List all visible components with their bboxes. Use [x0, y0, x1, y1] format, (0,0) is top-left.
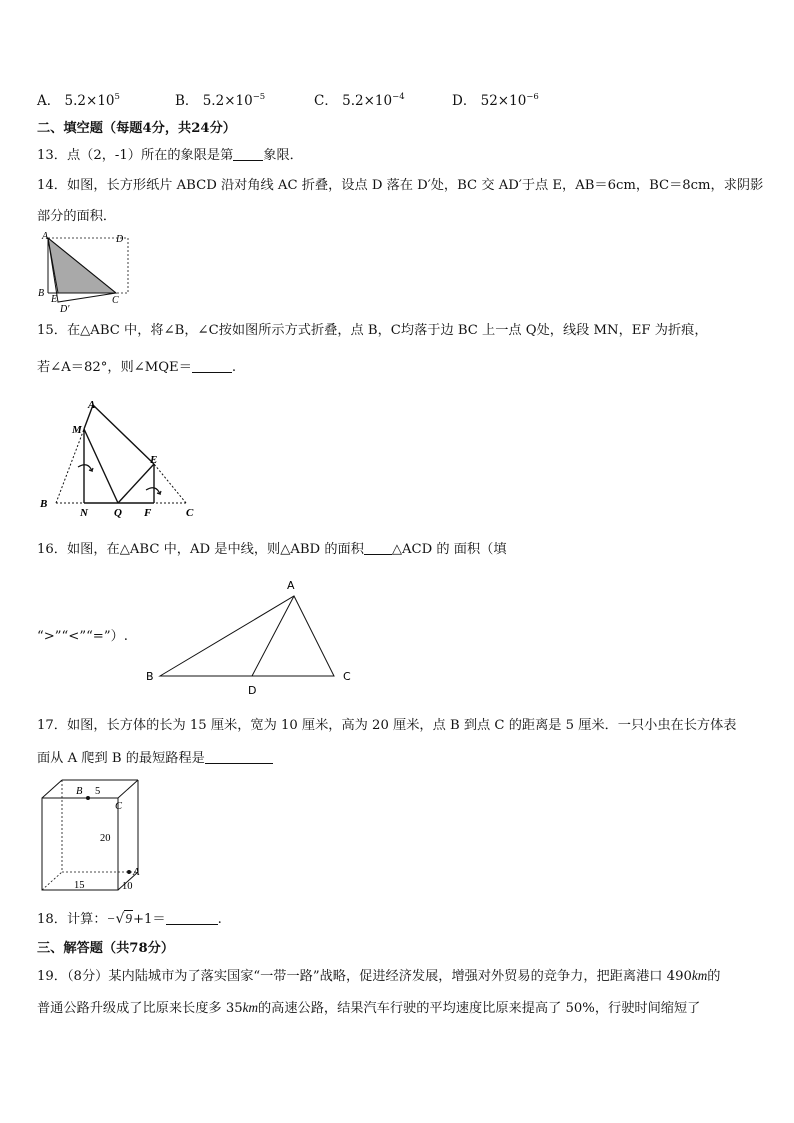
question-text: 的 — [707, 969, 721, 984]
label-10: 10 — [122, 881, 133, 892]
option-a — [37, 89, 120, 109]
question-18 — [37, 910, 222, 929]
question-19-line1 — [37, 967, 720, 986]
label-b: B — [76, 786, 83, 797]
answer-blank[interactable] — [233, 146, 263, 161]
option-value: 52×10 — [480, 93, 527, 109]
side-ae — [93, 405, 154, 464]
option-value: 5.2×10 — [342, 93, 393, 109]
option-b — [175, 89, 265, 109]
label-15: 15 — [74, 880, 85, 891]
label-b: B — [40, 498, 48, 510]
question-text: 象限． — [263, 148, 303, 163]
question-text: 16．如图，在△ABC 中，AD 是中线，则△ABD 的面积 — [37, 542, 364, 557]
point-a — [127, 870, 131, 874]
question-17-line2 — [37, 749, 273, 768]
label-b: B — [146, 670, 154, 683]
edge-top-right — [118, 780, 138, 798]
question-text: 若∠A＝82°，则∠MQE＝ — [37, 360, 192, 375]
question-19-line2 — [37, 999, 700, 1018]
answer-blank[interactable] — [192, 358, 232, 373]
q16-triangle-figure — [140, 576, 365, 696]
unit-km: km — [242, 1000, 258, 1015]
segment-eq — [118, 464, 154, 503]
question-16-line2: “>”“<”“=”）. — [37, 629, 128, 644]
option-d — [452, 89, 539, 109]
option-value: 5.2×10 — [202, 93, 253, 109]
question-text: 18．计算： — [37, 912, 107, 927]
sqrt-icon: √ — [115, 911, 125, 927]
question-text: . — [231, 360, 237, 375]
answer-blank[interactable] — [364, 540, 392, 555]
label-5: 5 — [95, 786, 101, 797]
front-face — [42, 798, 118, 890]
label-d: D — [248, 684, 257, 697]
label-a: A — [42, 231, 49, 242]
edge-top-left — [42, 780, 62, 798]
question-text: 13．点（2，-1）所在的象限是第 — [37, 148, 234, 163]
label-b: B — [38, 288, 45, 299]
question-text: △ACD 的 面积（填 — [391, 542, 507, 557]
hidden-edge-depth — [42, 872, 62, 890]
label-a: A — [133, 867, 140, 878]
q17-cuboid-figure — [36, 776, 148, 896]
label-m: M — [72, 424, 82, 436]
question-text: 19．（8分）某内陆城市为了落实国家“一带一路”战略，促进经济发展，增强对外贸易的竞争力，把距离港口 490 — [37, 969, 692, 984]
label-c: C — [186, 507, 194, 519]
math-text: +1＝ — [132, 912, 166, 927]
option-exponent: 5 — [114, 92, 120, 102]
q14-rectangle-figure — [36, 230, 136, 315]
option-letter: A． — [37, 93, 61, 109]
answer-blank[interactable] — [166, 910, 218, 925]
folded-side-c — [154, 464, 186, 503]
label-20: 20 — [100, 833, 111, 844]
question-16-line1 — [37, 540, 507, 559]
option-c — [314, 89, 405, 109]
fold-arrow-left-icon — [78, 465, 93, 471]
label-n: N — [80, 507, 88, 519]
option-letter: C． — [314, 93, 338, 109]
question-text: 普通公路升级成了比原来长度多 35 — [37, 1001, 243, 1016]
unit-km: km — [691, 968, 708, 983]
option-letter: D． — [452, 93, 477, 109]
point-b — [86, 796, 90, 800]
answer-blank[interactable] — [205, 749, 273, 764]
option-exponent: −5 — [252, 92, 266, 102]
label-a: A — [287, 579, 295, 592]
question-14-line1: 14．如图，长方形纸片 ABCD 沿对角线 AC 折叠，设点 D 落在 D′处，BC 交 AD′于点 E，AB＝6cm，BC＝8cm，求阴影 — [37, 178, 764, 193]
option-exponent: −4 — [392, 92, 405, 102]
q15-folding-figure — [36, 395, 206, 520]
label-d: D — [116, 234, 124, 245]
label-f: F — [144, 507, 152, 519]
option-value: 5.2×10 — [64, 93, 115, 109]
label-e: E — [51, 294, 58, 305]
option-exponent: −6 — [526, 92, 539, 102]
question-15-line2 — [37, 358, 236, 377]
question-text: 面从 A 爬到 B 的最短路程是 — [37, 751, 205, 766]
label-d-prime: D′ — [60, 304, 70, 315]
question-15-line1: 15．在△ABC 中，将∠B，∠C按如图所示方式折叠，点 B，C均落于边 BC 上一点 Q处，线段 MN，EF 为折痕， — [37, 323, 708, 338]
section-title-fill-in: 二、填空题（每题4分，共24分） — [37, 121, 236, 136]
question-17-line1: 17．如图，长方体的长为 15 厘米，宽为 10 厘米，高为 20 厘米，点 B 到点 C 的距离是 5 厘米．一只小虫在长方体表 — [37, 718, 737, 733]
label-c: C — [112, 295, 119, 306]
section-title-answers: 三、解答题（共78分） — [37, 941, 175, 956]
option-letter: B． — [175, 93, 199, 109]
label-e: E — [150, 454, 158, 466]
label-q: Q — [114, 507, 122, 519]
triangle-abc — [160, 596, 334, 676]
label-a: A — [88, 399, 96, 411]
question-text: . — [217, 912, 222, 927]
label-c: C — [343, 670, 351, 683]
question-text: 的高速公路，结果汽车行驶的平均速度比原来提高了 50%，行驶时间缩短了 — [258, 1001, 701, 1016]
question-13 — [37, 146, 303, 165]
math-radicand: 9 — [125, 911, 132, 926]
label-c: C — [115, 801, 123, 812]
math-minus: − — [106, 911, 116, 926]
question-14-line2: 部分的面积． — [37, 209, 117, 224]
